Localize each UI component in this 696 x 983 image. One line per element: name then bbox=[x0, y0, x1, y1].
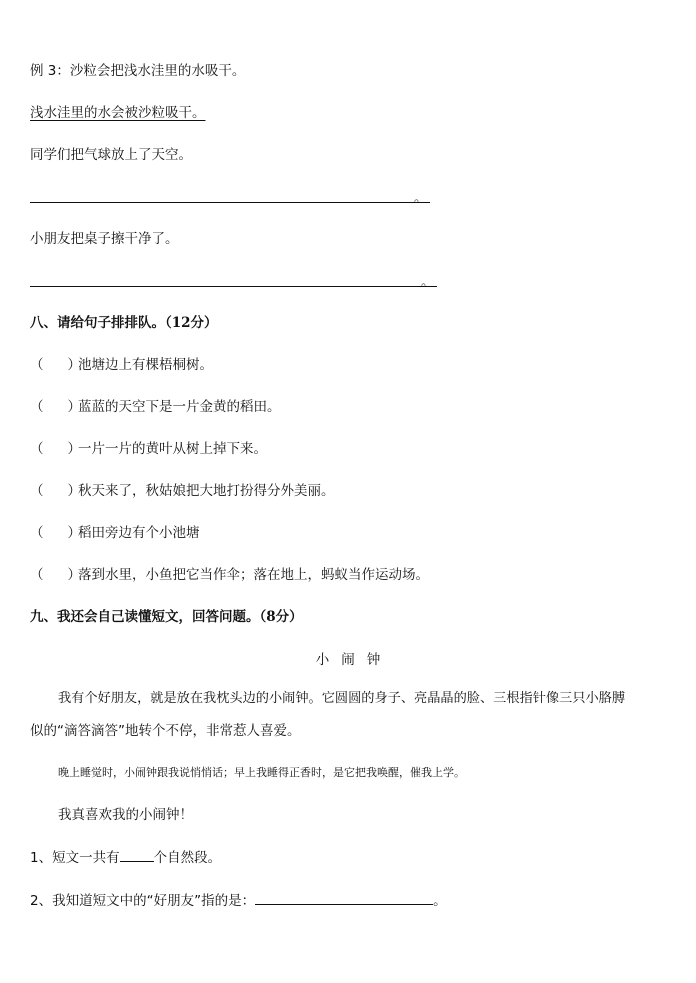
section-8-heading: 八、请给句子排排队。（12分） bbox=[30, 315, 218, 331]
order-item-text: 一片一片的黄叶从树上掉下来。 bbox=[78, 441, 267, 457]
order-item-text: 蓝蓝的天空下是一片金黄的稻田。 bbox=[78, 399, 281, 415]
section-9-heading: 九、我还会自己读懂短文，回答问题。（8分） bbox=[30, 609, 303, 625]
question-1-blank[interactable] bbox=[120, 847, 154, 862]
order-item-text: 落到水里，小鱼把它当作伞；落在地上，蚂蚁当作运动场。 bbox=[78, 567, 429, 583]
passage-paragraph-2: 晚上睡觉时，小闹钟跟我说悄悄话；早上我睡得正香时，是它把我唤醒，催我上学。 bbox=[58, 766, 465, 779]
passage-paragraph-1-line-1: 我有个好朋友，就是放在我枕头边的小闹钟。它圆圆的身子、亮晶晶的脸、三根指针像三只小胳膊 bbox=[58, 691, 626, 706]
order-paren[interactable]: （ ） bbox=[30, 525, 81, 541]
order-paren[interactable]: （ ） bbox=[30, 567, 81, 583]
question-2-blank[interactable] bbox=[255, 890, 433, 905]
passage-title: 小闹钟 bbox=[315, 652, 393, 668]
order-paren[interactable]: （ ） bbox=[30, 357, 81, 373]
exercise-2-period: 。 bbox=[421, 274, 435, 290]
passage-paragraph-1-line-2: 似的“滴答滴答”地转个不停，非常惹人喜爱。 bbox=[30, 723, 301, 739]
exercise-1-sentence: 同学们把气球放上了天空。 bbox=[30, 147, 192, 163]
order-item-text: 秋天来了，秋姑娘把大地打扮得分外美丽。 bbox=[78, 483, 335, 499]
question-1-text: 1、短文一共有 bbox=[30, 850, 120, 866]
order-paren[interactable]: （ ） bbox=[30, 399, 81, 415]
order-item bbox=[30, 355, 213, 375]
order-item bbox=[30, 565, 429, 585]
exercise-2-sentence: 小朋友把桌子擦干净了。 bbox=[30, 231, 179, 247]
exercise-2-answer-line[interactable] bbox=[30, 286, 422, 287]
exercise-1-period: 。 bbox=[414, 190, 428, 206]
exercise-1-answer-line[interactable] bbox=[30, 202, 428, 203]
example-answer: 浅水洼里的水会被沙粒吸干。 bbox=[30, 105, 206, 121]
order-item bbox=[30, 481, 335, 501]
question-2-text: 2、我知道短文中的“好朋友”指的是： bbox=[30, 893, 256, 909]
order-item-text: 稻田旁边有个小池塘 bbox=[78, 525, 200, 541]
question-1 bbox=[30, 847, 221, 868]
question-2-suffix: 。 bbox=[433, 893, 447, 909]
example-label: 例 3：沙粒会把浅水洼里的水吸干。 bbox=[30, 63, 246, 79]
order-item bbox=[30, 439, 267, 459]
exercise-2-tail-line bbox=[421, 286, 437, 287]
exercise-1-tail-line bbox=[422, 202, 430, 203]
order-item bbox=[30, 397, 281, 417]
passage-paragraph-3: 我真喜欢我的小闹钟！ bbox=[58, 807, 193, 823]
order-item-text: 池塘边上有棵梧桐树。 bbox=[78, 357, 213, 373]
order-paren[interactable]: （ ） bbox=[30, 483, 81, 499]
question-1-suffix: 个自然段。 bbox=[153, 850, 222, 866]
order-paren[interactable]: （ ） bbox=[30, 441, 81, 457]
order-item bbox=[30, 523, 200, 543]
question-2 bbox=[30, 890, 447, 911]
